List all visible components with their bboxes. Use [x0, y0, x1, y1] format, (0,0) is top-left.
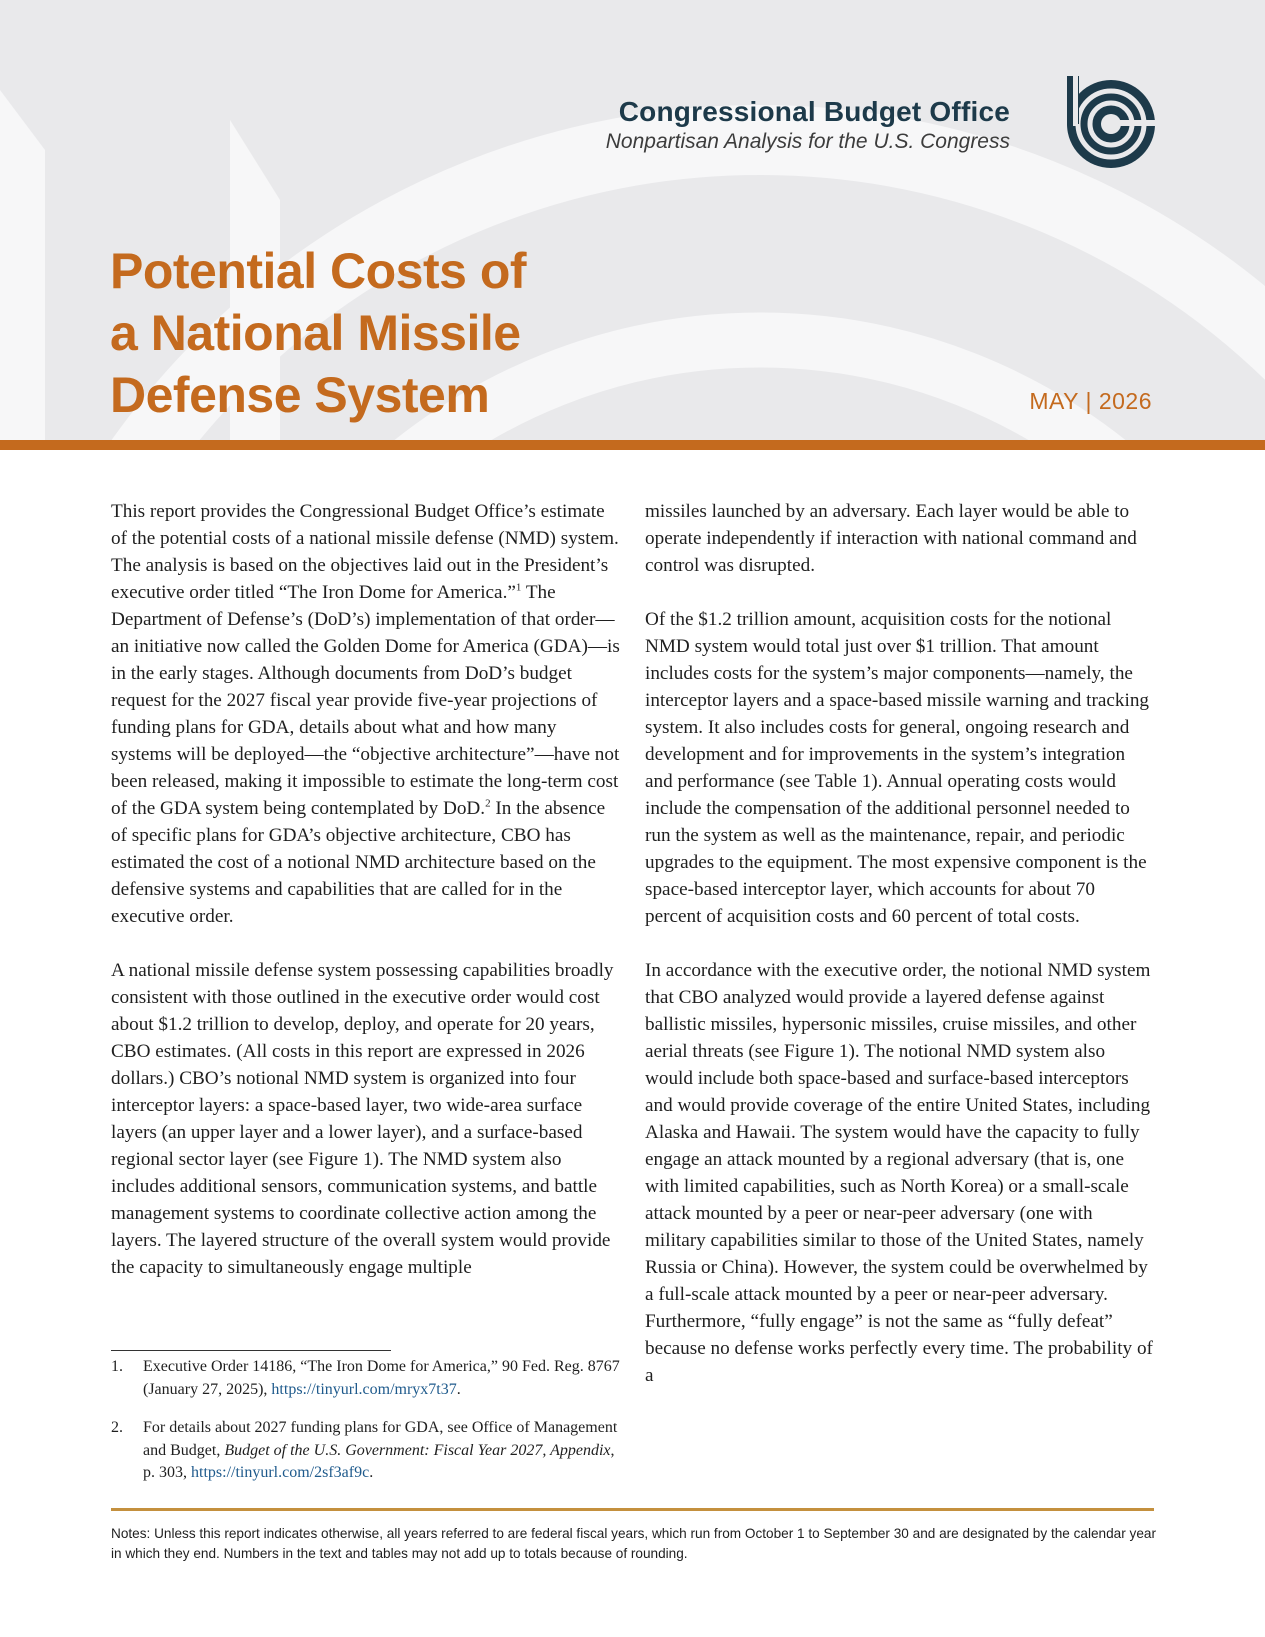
- footnote-ref-1[interactable]: 1: [515, 581, 522, 594]
- footnote-number: 2.: [111, 1419, 123, 1436]
- footnote-divider: [111, 1350, 391, 1351]
- report-date: MAY | 2026: [1029, 388, 1152, 414]
- body-column-right: [645, 498, 1155, 1416]
- body-column-left: [111, 498, 621, 1308]
- paragraph: Of the $1.2 trillion amount, acquisition costs for the notional NMD system would total just over $1 trillion. That amount includes costs for the system’s major components—namely, the interceptor layers and a space-based missile warning and tracking system. It also includes costs for general, ongoing research and development and for improvements in the system’s integration and performance (see Table 1). Annual operating costs would include the compensation of the additional personnel needed to run the system as well as the maintenance, repair, and periodic upgrades to the equipment. The most expensive component is the space-based interceptor layer, which accounts for about 70 percent of acquisition costs and 60 percent of total costs.: [645, 609, 1150, 927]
- title-line-1: Potential Costs of: [110, 243, 527, 299]
- footnote-1: 1. Executive Order 14186, “The Iron Dome for America,” 90 Fed. Reg. 8767 (January 27, 2025), https://tinyurl.com/mryx7t37.: [111, 1358, 620, 1398]
- footnotes: [111, 1356, 621, 1501]
- footnote-number: 1.: [111, 1358, 123, 1375]
- paragraph: This report provides the Congressional Budget Office’s estimate of the potential costs of a national missile defense (NMD) system. The analysis is based on the objectives laid out in the President’s executive order titled “The Iron Dome for America.”$^1$ The Department of Defense’s (DoD’s) implementation of that order—an initiative now called the Golden Dome for America (GDA)—is in the early stages. Although documents from DoD’s budget request for the 2027 fiscal year provide five-year projections of funding plans for GDA, details about what and how many systems will be deployed—the “objective architecture”—have not been released, making it impossible to estimate the long-term cost of the GDA system being contemplated by DoD.$^2$ In the absence of specific plans for GDA’s objective architecture, CBO has estimated the cost of a notional NMD architecture based on the defensive systems and capabilities that are called for in the executive order.: [111, 501, 620, 927]
- brand-tagline: Nonpartisan Analysis for the U.S. Congress: [605, 130, 1010, 153]
- paragraph: A national missile defense system possessing capabilities broadly consistent with those outlined in the executive order would cost about $1.2 trillion to develop, deploy, and operate for 20 years, CBO estimates. (All costs in this report are expressed in 2026 dollars.) CBO’s notional NMD system is organized into four interceptor layers: a space-based layer, two wide-area surface layers (an upper layer and a lower layer), and a surface-based regional sector layer (see Figure 1). The NMD system also includes additional sensors, communication systems, and battle management systems to coordinate collective action among the layers. The layered structure of the overall system would provide the capacity to simultaneously engage multiple: [111, 960, 614, 1278]
- brand-name: Congressional Budget Office: [618, 96, 1010, 127]
- report-notes: Notes: Unless this report indicates otherwise, all years referred to are federal fiscal years, which run from October 1 to September 30 and are designated by the calendar year in which they end. Numbers in the text and tables may not add up to totals because of rounding.: [111, 1526, 1156, 1561]
- cbo-logo-icon: [1063, 76, 1159, 172]
- title-line-3: Defense System: [110, 367, 490, 423]
- footnote-ref-2[interactable]: 2: [485, 797, 491, 810]
- header-divider: [0, 440, 1265, 450]
- paragraph: In accordance with the executive order, the notional NMD system that CBO analyzed would provide a layered defense against ballistic missiles, hypersonic missiles, cruise missiles, and other aerial threats (see Figure 1). The notional NMD system also would include both space-based and surface-based interceptors and would provide coverage of the entire United States, including Alaska and Hawaii. The system would have the capacity to fully engage an attack mounted by a regional adversary (that is, one with limited capabilities, such as North Korea) or a small-scale attack mounted by a peer or near-peer adversary (one with military capabilities similar to those of the United States, namely Russia or China). However, the system could be overwhelmed by a full-scale attack mounted by a peer or near-peer adversary. Furthermore, “fully engage” is not the same as “fully defeat” because no defense works perfectly every time. The probability of a: [645, 960, 1153, 1386]
- brand-block: [606, 96, 1010, 154]
- report-title: [110, 240, 670, 426]
- footnote-2: 2. For details about 2027 funding plans for GDA, see Office of Management and Budget, Budget of the U.S. Government: Fiscal Year 2027, Appendix, p. 303, https://tinyurl.com/2sf3af9c.: [111, 1419, 618, 1481]
- footnote-link[interactable]: https://tinyurl.com/mryx7t37: [271, 1380, 457, 1398]
- title-line-2: a National Missile: [110, 305, 521, 361]
- notes-divider: [111, 1508, 1154, 1511]
- footnote-link[interactable]: https://tinyurl.com/2sf3af9c: [191, 1464, 370, 1481]
- paragraph: missiles launched by an adversary. Each layer would be able to operate independently if interaction with national command and control was disrupted.: [645, 501, 1137, 576]
- report-header: [0, 0, 1265, 440]
